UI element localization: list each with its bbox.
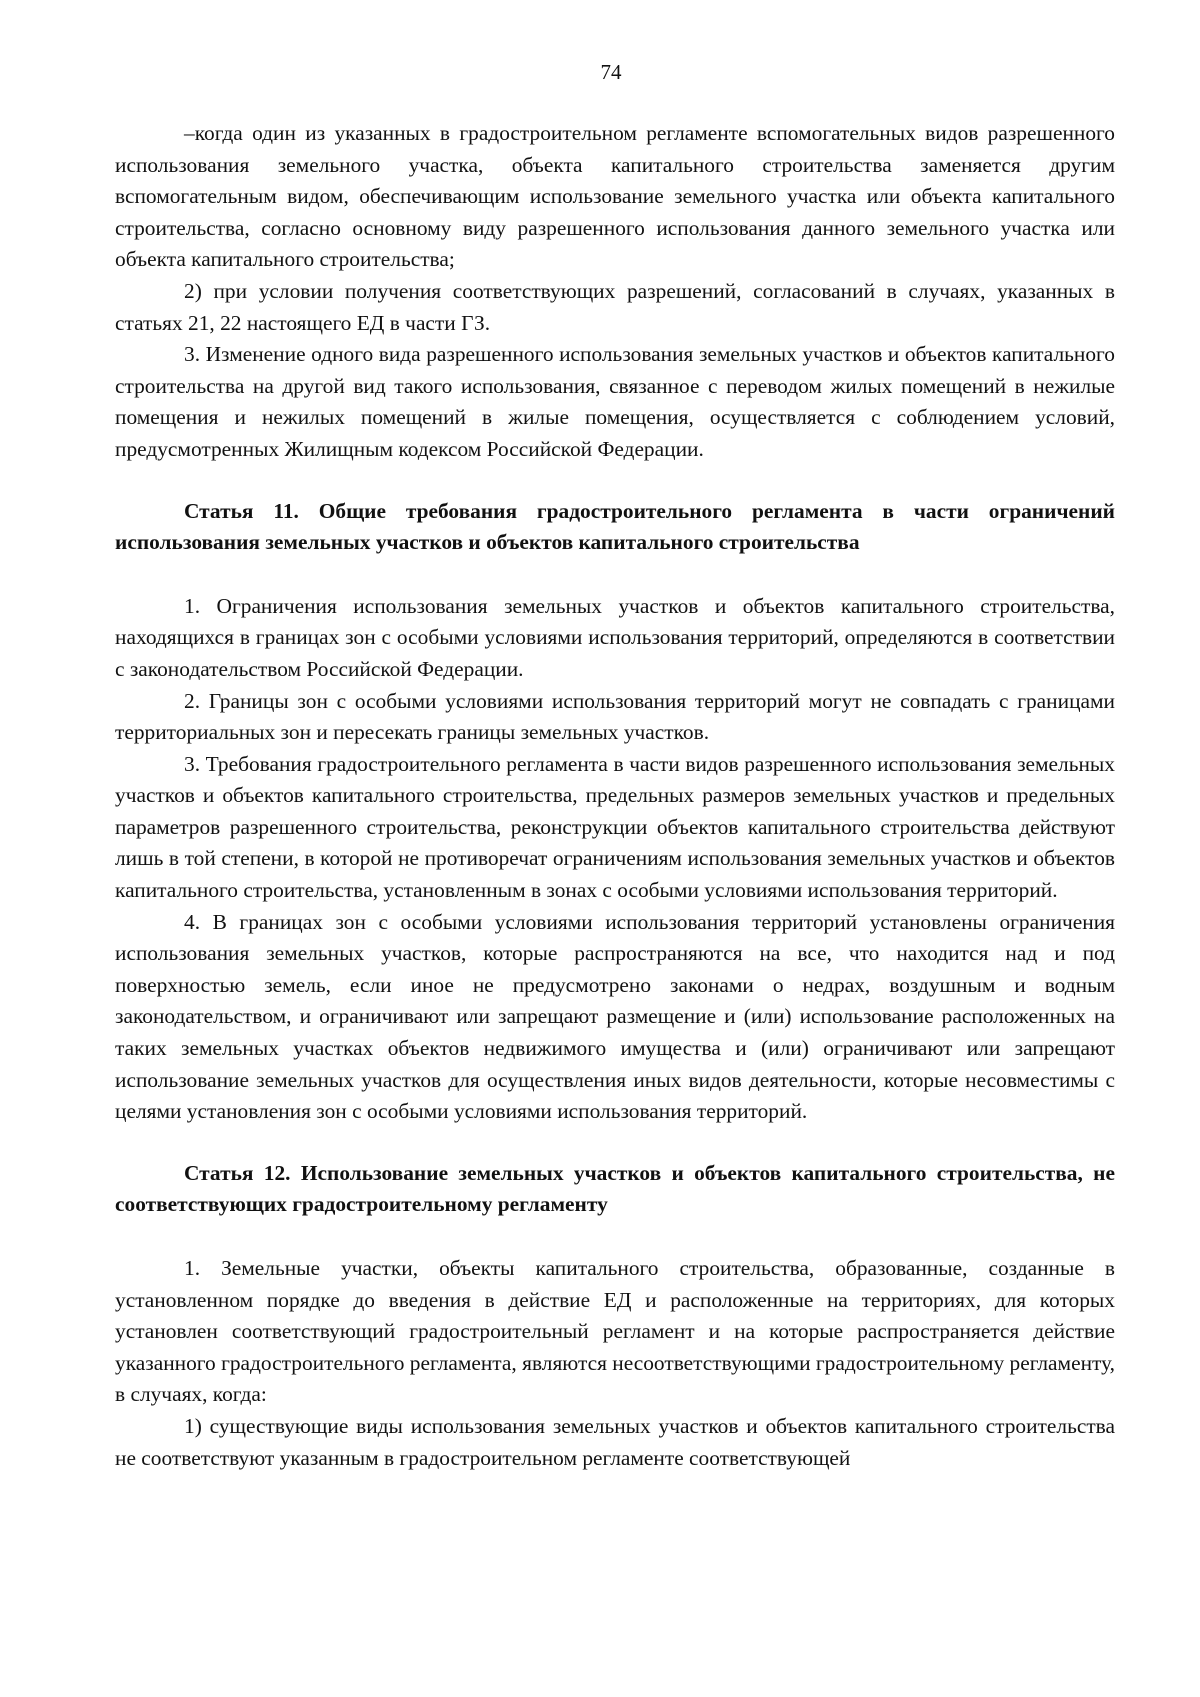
article-11-paragraph-4: 4. В границах зон с особыми условиями использования территорий установлены ограничения использования земельных участков, которые распространяются на все, что находится над и под поверхностью земель, если иное не предусмотрено законами о недрах, воздушным и водным законодательством, и ограничивают или запрещают размещение и (или) использование расположенных на таких земельных участках объектов недвижимого имущества и (или) ограничивают или запрещают использование земельных участков для осуществления иных видов деятельности, которые несовместимы с целями установления зон с особыми условиями использования территорий. (115, 909, 1115, 1124)
spacer (115, 559, 1115, 591)
article-11-paragraph-1: 1. Ограничения использования земельных участков и объектов капитального строительства, находящихся в границах зон с особыми условиями использования территорий, определяются в соответствии с законодательством Российской Федерации. (115, 593, 1115, 681)
article-11-paragraph-2: 2. Границы зон с особыми условиями использования территорий могут не совпадать с границами территориальных зон и пересекать границы земельных участков. (115, 688, 1115, 745)
spacer (115, 1221, 1115, 1253)
paragraph-housing-conversion: 3. Изменение одного вида разрешенного использования земельных участков и объектов капитального строительства на другой вид такого использования, связанное с переводом жилых помещений в нежилые помещения и нежилых помещений в жилые помещения, осуществляется с соблюдением условий, предусмотренных Жилищным кодексом Российской Федерации. (115, 342, 1115, 461)
article-11-paragraph-3: 3. Требования градостроительного регламента в части видов разрешенного использования земельных участков и объектов капитального строительства, предельных размеров земельных участков и предельных параметров разрешенного строительства, реконструкции объектов капитального строительства действуют лишь в той степени, в которой не противоречат ограничениям использования земельных участков и объектов капитального строительства, установленным в зонах с особыми условиями использования территорий. (115, 751, 1115, 903)
document-body (115, 118, 1115, 1474)
spacer (115, 1128, 1115, 1158)
article-12-paragraph-1-item-1: 1) существующие виды использования земельных участков и объектов капитального строительства не соответствуют указанным в градостроительном регламенте соответствующей (115, 1413, 1115, 1470)
paragraph-permits-condition: 2) при условии получения соответствующих разрешений, согласований в случаях, указанных в статьях 21, 22 настоящего ЕД в части ГЗ. (115, 278, 1115, 335)
page-number: 74 (600, 60, 622, 84)
article-12-heading: Статья 12. Использование земельных участков и объектов капитального строительства, не соответствующих градостроительному регламенту (115, 1160, 1115, 1217)
paragraph-auxiliary-use-change: –когда один из указанных в градостроительном регламенте вспомогательных видов разрешенного использования земельного участка, объекта капитального строительства заменяется другим вспомогательным видом, обеспечивающим использование земельного участка или объекта капитального строительства, согласно основному виду разрешенного использования данного земельного участка или объекта капитального строительства; (115, 121, 1115, 272)
article-12-paragraph-1: 1. Земельные участки, объекты капитального строительства, образованные, созданные в установленном порядке до введения в действие ЕД и расположенные на территориях, для которых установлен соответствующий градостроительный регламент и на которые распространяется действие указанного градостроительного регламента, являются несоответствующими градостроительному регламенту, в случаях, когда: (115, 1256, 1115, 1407)
article-11-heading: Статья 11. Общие требования градостроительного регламента в части ограничений использования земельных участков и объектов капитального строительства (115, 498, 1115, 555)
spacer (115, 466, 1115, 496)
